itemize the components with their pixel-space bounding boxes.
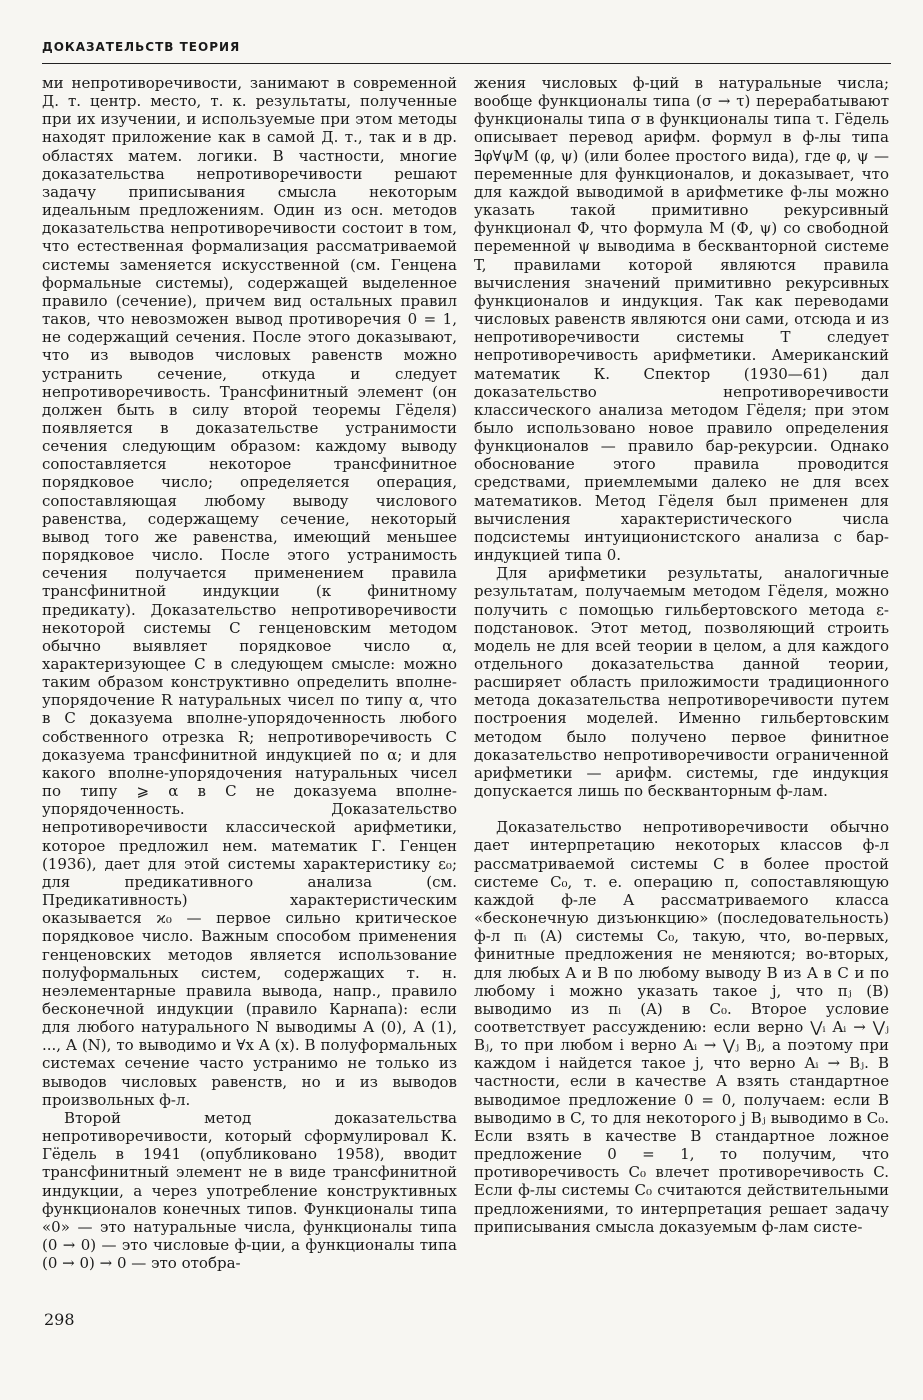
running-title: ДОКАЗАТЕЛЬСТВ ТЕОРИЯ bbox=[42, 40, 241, 54]
header-rule bbox=[42, 63, 891, 64]
right-column bbox=[474, 74, 889, 1236]
right-paragraph-1: жения числовых ф-ций в натуральные числа; вообще функционалы типа (σ → τ) перерабатывают функционалы типа σ в функционалы типа τ. Гёдель описывает перевод арифм. формул в ф-лы типа ∃φ∀ψM (φ, ψ) (или более простого вида), где φ, ψ — переменные для функционалов, и доказывает, что для каждой выводимой в арифметике ф-лы можно указать такой примитивно рекурсивный функционал Φ, что формула M (Φ, ψ) со свободной переменной ψ выводима в бескванторной системе T, правилами которой являются правила вычисления значений примитивно рекурсивных функционалов и индукция. Так как переводами числовых равенств являются они сами, отсюда и из непротиворечивости системы T следует непротиворечивость арифметики. Американский математик К. Спектор (1930—61) дал доказательство непротиворечивости классического анализа методом Гёделя; при этом было использовано новое правило определения функционалов — правило бар-рекурсии. Однако обоснование этого правила проводится средствами, приемлемыми далеко не для всех математиков. Метод Гёделя был применен для вычисления характеристического числа подсистемы интуиционистского анализа с бар-индукцией типа 0. bbox=[474, 74, 889, 565]
right-paragraph-3: Доказательство непротиворечивости обычно дает интерпретацию некоторых классов ф-л рассматриваемой системы C в более простой системе C₀, т. е. операцию π, сопоставляющую каждой ф-ле A рассматриваемого класса «бесконечную дизъюнкцию» (последовательность) ф-л πᵢ (A) системы C₀, такую, что, во-первых, финитные предложения не меняются; во-вторых, для любых A и B по любому выводу B из A в C и по любому i можно указать такое j, что πⱼ (B) выводимо из πᵢ (A) в C₀. Второе условие соответствует рассуждению: если верно ⋁ᵢ Aᵢ → ⋁ⱼ Bⱼ, то при любом i верно Aᵢ → ⋁ⱼ Bⱼ, а поэтому при каждом i найдется такое j, что верно Aᵢ → Bⱼ. В частности, если в качестве A взять стандартное выводимое предложение 0 = 0, получаем: если B выводимо в C, то для некоторого j Bⱼ выводимо в C₀. Если взять в качестве B стандартное ложное предложение 0 = 1, то получим, что противоречивость C₀ влечет противоречивость C. Если ф-лы системы C₀ считаются действительными предложениями, то интерпретация решает задачу приписывания смысла доказуемым ф-лам систе- bbox=[474, 818, 889, 1236]
page-number: 298 bbox=[44, 1310, 75, 1329]
left-paragraph-2: Второй метод доказательства непротиворечивости, который сформулировал К. Гёдель в 1941 (опубликовано 1958), вводит трансфинитный элемент не в виде трансфинитной индукции, а через употребление конструктивных функционалов конечных типов. Функционалы типа «0» — это натуральные числа, функционалы типа (0 → 0) — это числовые ф-ции, а функционалы типа (0 → 0) → 0 — это отобра- bbox=[42, 1108, 457, 1273]
left-column bbox=[42, 74, 457, 1272]
left-paragraph-1: ми непротиворечивости, занимают в современной Д. т. центр. место, т. к. результаты, полученные при их изучении, и используемые при этом методы находят приложение как в самой Д. т., так и в др. областях матем. логики. В частности, многие доказательства непротиворечивости решают задачу приписывания смысла некоторым идеальным предложениям. Один из осн. методов доказательства непротиворечивости состоит в том, что естественная формализация рассматриваемой системы заменяется искусственной (см. Генцена формальные системы), содержащей выделенное правило (сечение), причем вид остальных правил таков, что невозможен вывод противоречия 0 = 1, не содержащий сечения. После этого доказывают, что из выводов числовых равенств можно устранить сечение, откуда и следует непротиворечивость. Трансфинитный элемент (он должен быть в силу второй теоремы Гёделя) появляется в доказательстве устранимости сечения следующим образом: каждому выводу сопоставляется некоторое трансфинитное порядковое число; определяется операция, сопоставляющая любому выводу числового равенства, содержащему сечение, некоторый вывод того же равенства, имеющий меньшее порядковое число. После этого устранимость сечения получается применением правила трансфинитной индукции (к финитному предикату). Доказательство непротиворечивости некоторой системы C генценовским методом обычно выявляет порядковое число α, характеризующее C в следующем смысле: можно таким образом конструктивно определить вполне-упорядочение R натуральных чисел по типу α, что в C доказуема вполне-упорядоченность любого собственного отрезка R; непротиворечивость C доказуема трансфинитной индукцией по α; и для какого вполне-упорядочения натуральных чисел по типу ⩾ α в C не доказуема вполне-упорядоченность. Доказательство непротиворечивости классической арифметики, которое предложил нем. математик Г. Генцен (1936), дает для этой системы характеристику ε₀; для предикативного анализа (см. Предикативность) характеристическим оказывается ϰ₀ — первое сильно критическое порядковое число. Важным способом применения генценовских методов является использование полуформальных систем, содержащих т. н. неэлементарные правила вывода, напр., правило бесконечной индукции (правило Карнапа): если для любого натурального N выводимы A (0), A (1), ..., A (N), то выводимо и ∀x A (x). В полуформальных системах сечение часто устранимо не только из выводов числовых равенств, но и из выводов произвольных ф-л. bbox=[42, 74, 457, 1109]
right-paragraph-2: Для арифметики результаты, аналогичные результатам, получаемым методом Гёделя, можно получить с помощью гильбертовского метода ε-подстановок. Этот метод, позволяющий строить модель не для всей теории в целом, а для каждого отдельного доказательства данной теории, расширяет область приложимости традиционного метода доказательства непротиворечивости путем построения моделей. Именно гильбертовским методом было получено первое финитное доказательство непротиворечивости ограниченной арифметики — арифм. системы, где индукция допускается лишь по бескванторным ф-лам. bbox=[474, 564, 889, 801]
